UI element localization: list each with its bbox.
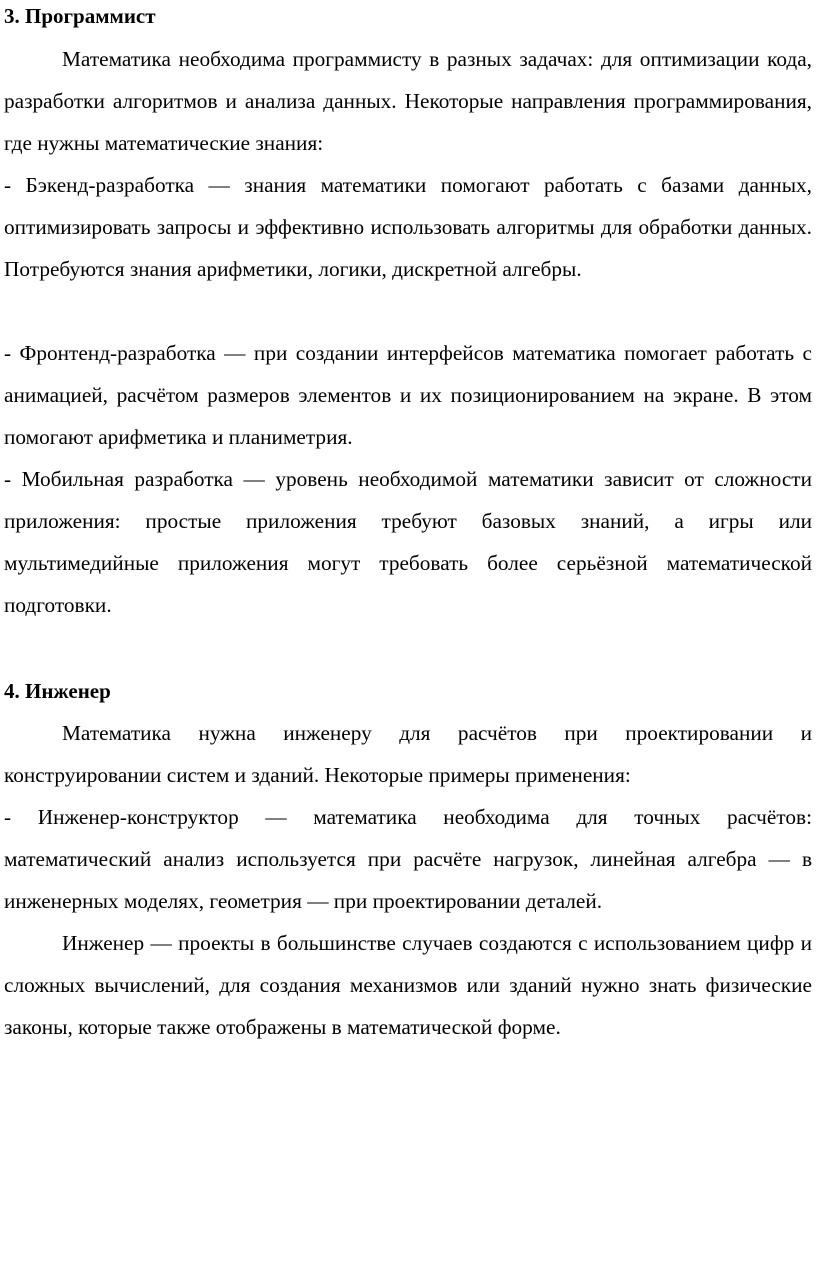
paragraph-mobile: - Мобильная разработка — уровень необходимой математики зависит от сложности приложения: простые приложения требуют базовых знаний, а игры или мультимедийные приложения могут требовать более серьёзной математической подготовки. (4, 467, 812, 617)
paragraph-programmer-intro: Математика необходима программисту в разных задачах: для оптимизации кода, разработки алгоритмов и анализа данных. Некоторые направления программирования, где нужны математические знания: (4, 47, 812, 155)
paragraph-frontend: - Фронтенд-разработка — при создании интерфейсов математика помогает работать с анимацией, расчётом размеров элементов и их позиционированием на экране. В этом помогают арифметика и планиметрия. (4, 341, 812, 449)
paragraph-engineer-intro: Математика нужна инженеру для расчётов при проектировании и конструировании систем и зданий. Некоторые примеры применения: (4, 721, 812, 787)
paragraph-engineer-projects: Инженер — проекты в большинстве случаев создаются с использованием цифр и сложных вычислений, для создания механизмов или зданий нужно знать физические законы, которые также отображены в математической форме. (4, 931, 812, 1039)
section-heading-engineer: 4. Инженер (4, 679, 111, 703)
paragraph-backend: - Бэкенд-разработка — знания математики помогают работать с базами данных, оптимизировать запросы и эффективно использовать алгоритмы для обработки данных. Потребуются знания арифметики, логики, дискретной алгебры. (4, 173, 812, 281)
section-heading-programmer: 3. Программист (4, 4, 156, 28)
paragraph-engineer-designer: - Инженер-конструктор — математика необходима для точных расчётов: математический анализ используется при расчёте нагрузок, линейная алгебра — в инженерных моделях, геометрия — при проектировании деталей. (4, 805, 812, 913)
